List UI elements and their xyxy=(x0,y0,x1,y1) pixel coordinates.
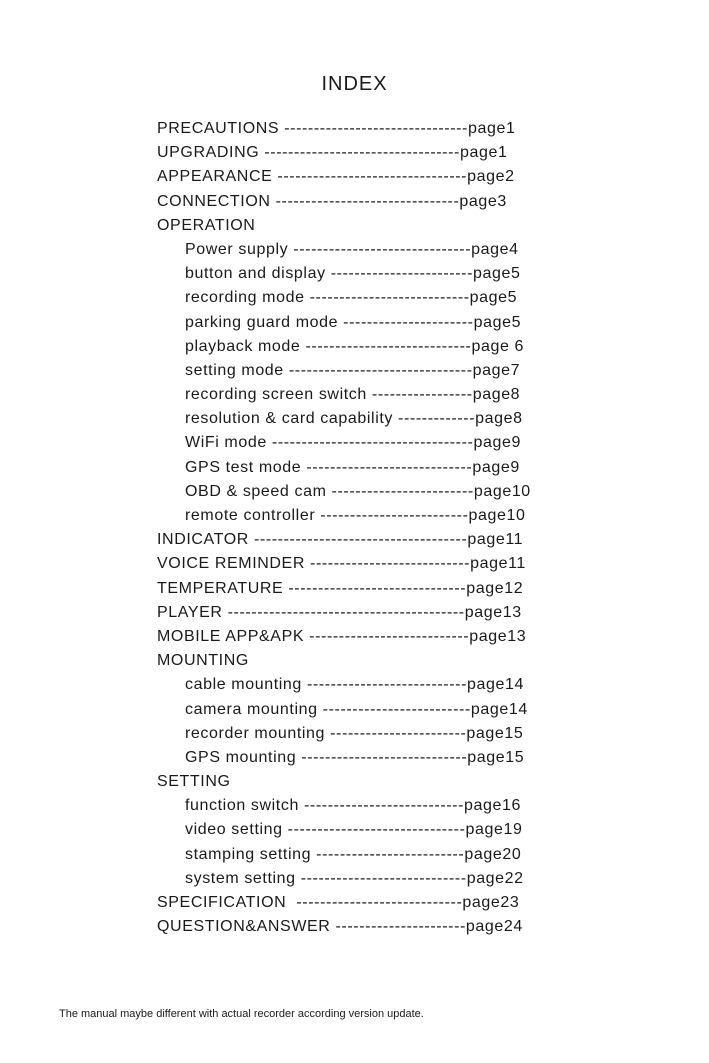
index-subentry: recorder mounting -----------------------page15 xyxy=(185,724,524,742)
index-entry: SETTING xyxy=(157,773,231,791)
index-subentry: GPS mounting ----------------------------page15 xyxy=(185,748,525,766)
index-subentry: cable mounting ---------------------------page14 xyxy=(185,676,525,694)
footer-note: The manual maybe different with actual recorder according version update. xyxy=(59,1008,424,1020)
index-subentry: remote controller -------------------------page10 xyxy=(185,507,526,524)
index-entry: APPEARANCE --------------------------------page2 xyxy=(157,168,515,186)
index-entry: PRECAUTIONS -------------------------------page1 xyxy=(157,120,516,137)
index-entry: UPGRADING ---------------------------------page1 xyxy=(157,144,508,162)
page-title: INDEX xyxy=(321,73,388,95)
index-entry: MOBILE APP&APK ---------------------------page13 xyxy=(157,627,527,645)
index-entry: CONNECTION -------------------------------page3 xyxy=(157,192,507,210)
index-subentry: button and display ------------------------page5 xyxy=(185,265,521,283)
index-subentry: stamping setting -------------------------page20 xyxy=(185,845,522,863)
index-subentry: resolution & card capability -------------page8 xyxy=(185,410,523,428)
index-subentry: system setting ----------------------------page22 xyxy=(185,869,524,887)
index-entry: QUESTION&ANSWER ----------------------page24 xyxy=(157,918,523,936)
index-entry: INDICATOR ------------------------------------page11 xyxy=(157,531,524,549)
index-subentry: camera mounting -------------------------page14 xyxy=(185,700,528,718)
index-subentry: playback mode ----------------------------page 6 xyxy=(185,337,524,355)
index-subentry: setting mode -------------------------------page7 xyxy=(185,361,521,379)
index-entry: VOICE REMINDER ---------------------------page11 xyxy=(157,555,526,573)
index-subentry: Power supply ------------------------------page4 xyxy=(185,240,519,258)
index-subentry: function switch ---------------------------page16 xyxy=(185,797,522,815)
index-subentry: WiFi mode ----------------------------------page9 xyxy=(185,434,521,452)
index-subentry: video setting ------------------------------page19 xyxy=(185,821,523,839)
index-entry: SPECIFICATION ----------------------------page23 xyxy=(157,894,520,911)
index-subentry: parking guard mode ----------------------page5 xyxy=(185,313,522,331)
index-entry: MOUNTING xyxy=(157,652,249,670)
index-subentry: OBD & speed cam ------------------------page10 xyxy=(185,482,531,500)
index-entry: OPERATION xyxy=(157,216,256,234)
index-subentry: GPS test mode ----------------------------page9 xyxy=(185,458,520,476)
index-entry: PLAYER ----------------------------------------page13 xyxy=(157,603,522,621)
index-subentry: recording mode ---------------------------page5 xyxy=(185,289,518,307)
index-subentry: recording screen switch -----------------page8 xyxy=(185,386,521,404)
index-list xyxy=(157,117,531,939)
index-entry: TEMPERATURE ------------------------------page12 xyxy=(157,579,524,597)
